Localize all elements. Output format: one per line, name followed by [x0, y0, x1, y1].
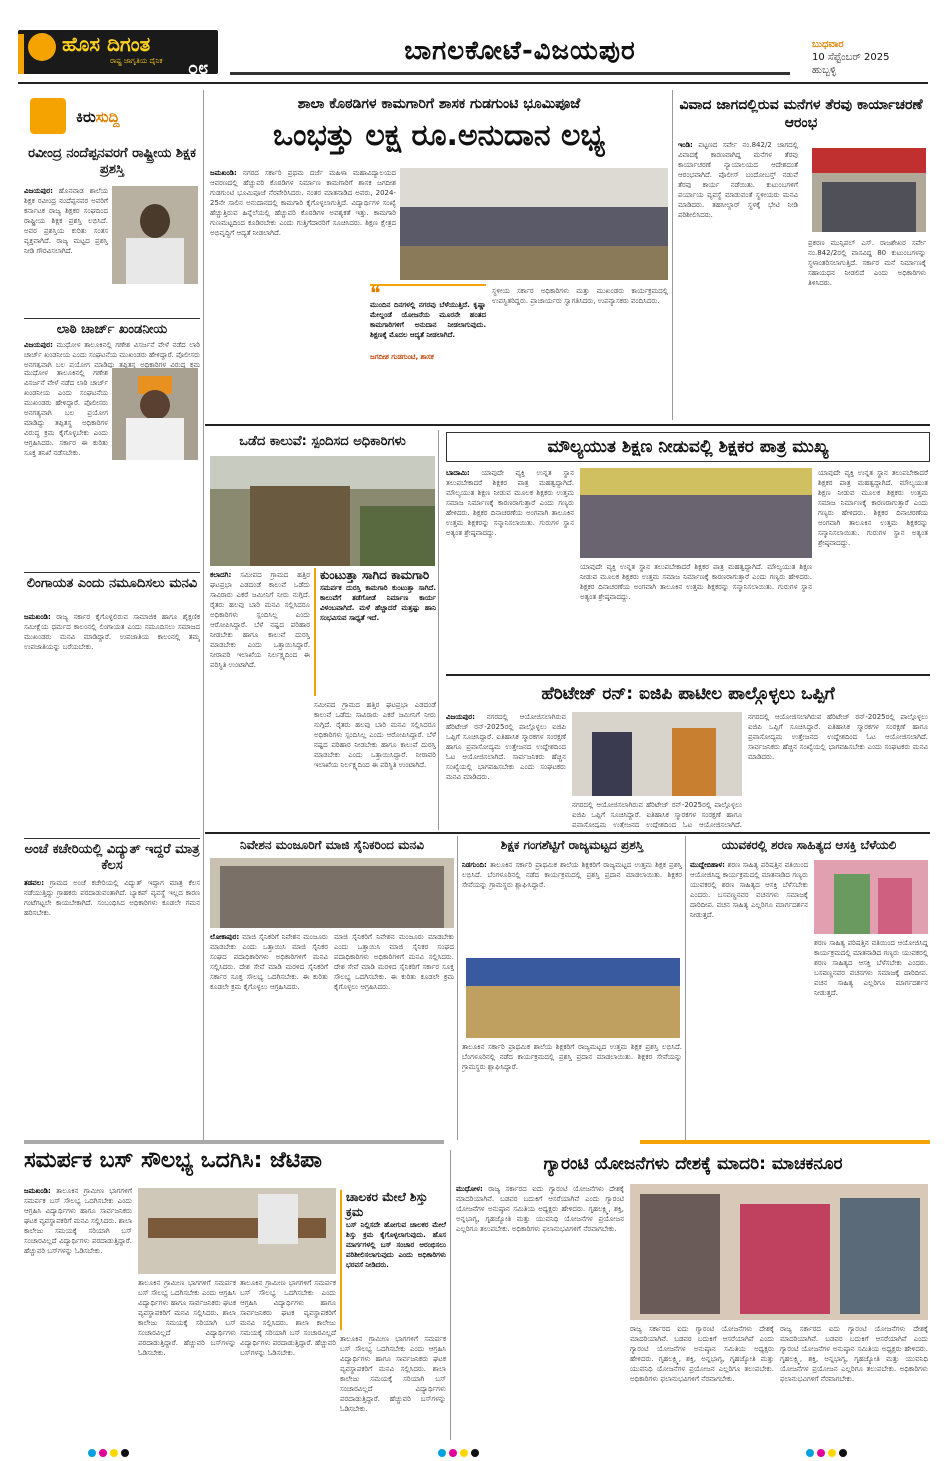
heritage-title: ಹೆರಿಟೇಜ್ ರನ್: ಐಜಿಪಿ ಪಾಟೀಲ ಪಾಲ್ಗೊಳ್ಳಲು ಒಪ್ಪಿಗೆ	[541, 684, 835, 704]
petition-photo	[210, 858, 454, 928]
lead-title: ಒಂಭತ್ತು ಲಕ್ಷ ರೂ.ಅನುದಾನ ಲಭ್ಯ	[272, 118, 606, 153]
logo-emblem-icon	[28, 33, 56, 61]
section-divider	[205, 832, 930, 834]
brief-photo	[112, 186, 198, 284]
heritage-body: ವಿಜಯಪುರ: ನಗರದಲ್ಲಿ ಆಯೋಜಿಸಲಾಗಿರುವ ಹೆರಿಟೇಜ್ ರನ್-2025ರಲ್ಲಿ ಪಾಲ್ಗೊಳ್ಳಲು ಐಜಿಪಿ ಒಪ್ಪಿಗೆ ಸೂಚಿಸಿದ್ದಾರೆ. ಐತಿಹಾಸಿಕ ಸ್ಮಾರಕಗಳ ಸಂರಕ್ಷಣೆ ಹಾಗೂ ಪ್ರವಾಸೋದ್ಯಮ ಉತ್ತೇಜನದ ಉದ್ದೇಶದಿಂದ ಓಟ ಆಯೋಜಿಸಲಾಗಿದೆ. ಸಾರ್ವಜನಿಕರು ಹೆಚ್ಚಿನ ಸಂಖ್ಯೆಯಲ್ಲಿ ಭಾಗವಹಿಸಬೇಕು ಎಂದು ಸಂಘಟಕರು ಮನವಿ ಮಾಡಿದರು.	[446, 713, 566, 781]
bus-body-2: ತಾಲೂಕಿನ ಗ್ರಾಮೀಣ ಭಾಗಗಳಿಗೆ ಸಮರ್ಪಕ ಬಸ್ ಸೌಲಭ್ಯ ಒದಗಿಸಬೇಕು ಎಂದು ಆಗ್ರಹಿಸಿ ವಿದ್ಯಾರ್ಥಿಗಳು ಹಾಗೂ ಸಾರ್ವಜನಿಕರು ಘಟಕ ವ್ಯವಸ್ಥಾಪಕರಿಗೆ ಮನವಿ ಸಲ್ಲಿಸಿದರು. ಶಾಲಾ ಕಾಲೇಜು ಸಮಯಕ್ಕೆ ಸರಿಯಾಗಿ ಬಸ್ ಸಂಚಾರವಿಲ್ಲದೆ ವಿದ್ಯಾರ್ಥಿಗಳು ಪರದಾಡುತ್ತಿದ್ದಾರೆ. ಹೆಚ್ಚುವರಿ ಬಸ್‌ಗಳನ್ನು ಓಡಿಸಬೇಕು.	[138, 1279, 236, 1357]
section-title: ಬಾಗಲಕೋಟೆ-ವಿಜಯಪುರ	[404, 36, 636, 66]
brief-title: ಲಿಂಗಾಯತ ಎಂದು ನಮೂದಿಸಲು ಮನವಿ	[24, 572, 200, 592]
registration-dots	[438, 1442, 482, 1461]
brief-body: ವಿಜಯಪುರ: ಹೊನವಾಡ ಶಾಲೆಯ ಶಿಕ್ಷಕ ರವೀಂದ್ರ ನಂದೆಪ್ಪನವರ ಅವರಿಗೆ ಕರ್ನಾಟಕ ರಾಜ್ಯ ಶಿಕ್ಷಕರ ಸಂಘದಿಂದ ರಾಷ್ಟ್ರೀಯ ಶಿಕ್ಷಕ ಪ್ರಶಸ್ತಿ ಲಭಿಸಿದೆ. ಅವರ ಪ್ರಶಸ್ತಿಯ ಕುರಿತು ಸಂತಸ ವ್ಯಕ್ತವಾಗಿದೆ. ರಾಜ್ಯ ಮಟ್ಟದ ಪ್ರಶಸ್ತಿ ನೀಡಿ ಗೌರವಿಸಲಾಗಿದೆ.	[24, 187, 108, 255]
lead-body-2: ಸ್ಥಳೀಯ ಸರ್ಕಾರ ಅಧಿಕಾರಿಗಳು ಮತ್ತು ಮುಖಂಡರು ಕಾರ್ಯಕ್ರಮದಲ್ಲಿ ಉಪಸ್ಥಿತರಿದ್ದರು. ಪ್ರಾಚಾರ್ಯರು ಸ್ವಾಗತಿಸಿದರು, ಉಪನ್ಯಾಸಕರು ವಂದಿಸಿದರು.	[492, 287, 668, 305]
brief-title: ಅಂಚೆ ಕಚೇರಿಯಲ್ಲಿ ವಿದ್ಯುತ್ ಇದ್ದರೆ ಮಾತ್ರ ಕೆಲಸ	[24, 838, 200, 874]
petition-body: ಲೋಕಾಪುರ: ಮಾಜಿ ಸೈನಿಕರಿಗೆ ನಿವೇಶನ ಮಂಜೂರು ಮಾಡಬೇಕು ಎಂದು ಒತ್ತಾಯಿಸಿ ಮಾಜಿ ಸೈನಿಕರ ಸಂಘದ ಪದಾಧಿಕಾರಿಗಳು ಅಧಿಕಾರಿಗಳಿಗೆ ಮನವಿ ಸಲ್ಲಿಸಿದರು. ದೇಶ ಸೇವೆ ಮಾಡಿ ಮರಳಿದ ಸೈನಿಕರಿಗೆ ಸರ್ಕಾರ ಸೂಕ್ತ ಸೌಲಭ್ಯ ಒದಗಿಸಬೇಕು. ಈ ಕುರಿತು ಕೂಡಲೇ ಕ್ರಮ ಕೈಗೊಳ್ಳಲು ಆಗ್ರಹಿಸಿದರು.	[210, 933, 328, 991]
award-title: ಶಿಕ್ಷಕ ಗಂಗಶೆಟ್ಟಿಗೆ ರಾಜ್ಯಮಟ್ಟದ ಪ್ರಶಸ್ತಿ	[500, 838, 644, 852]
masthead-logo: ಹೊಸ ದಿಗಂತ	[62, 32, 151, 56]
masthead-accent-bar	[18, 34, 24, 74]
bus-photo	[138, 1188, 336, 1274]
lead-body: ಜಮಖಂಡಿ: ನಗರದ ಸರ್ಕಾರಿ ಪ್ರಥಮ ದರ್ಜೆ ಮಹಿಳಾ ಮಹಾವಿದ್ಯಾಲಯದ ಆವರಣದಲ್ಲಿ ಹೆಚ್ಚುವರಿ ಕೊಠಡಿಗಳ ನಿರ್ಮಾಣ ಕಾಮಗಾರಿಗೆ ಶಾಸಕ ಜಗದೀಶ ಗುಡಗುಂಟಿ ಭೂಮಿಪೂಜೆ ನೆರವೇರಿಸಿದರು. ನಂತರ ಮಾತನಾಡಿದ ಅವರು, 2024-25ನೇ ಸಾಲಿನ ಅನುದಾನದಲ್ಲಿ ಕಾಮಗಾರಿ ಕೈಗೊಳ್ಳಲಾಗುತ್ತಿದೆ. ವಿದ್ಯಾರ್ಥಿಗಳ ಸಂಖ್ಯೆ ಹೆಚ್ಚುತ್ತಿರುವ ಹಿನ್ನೆಲೆಯಲ್ಲಿ ಹೆಚ್ಚುವರಿ ಕೊಠಡಿಗಳ ಅವಶ್ಯಕತೆ ಇತ್ತು. ಕಾಮಗಾರಿ ಗುಣಮಟ್ಟದಿಂದ ಕೂಡಿರಬೇಕು ಎಂದು ಗುತ್ತಿಗೆದಾರರಿಗೆ ಸೂಚಿಸಿದರು. ಶಿಕ್ಷಣ ಕ್ಷೇತ್ರದ ಅಭಿವೃದ್ಧಿಗೆ ಆದ್ಯತೆ ನೀಡಲಾಗಿದೆ.	[210, 169, 396, 237]
quote-attrib: ಜಗದೀಶ ಗುಡಗುಂಟಿ, ಶಾಸಕ	[370, 353, 434, 361]
kirusuddi-hand-icon	[30, 98, 66, 134]
heritage-body-2: ನಗರದಲ್ಲಿ ಆಯೋಜಿಸಲಾಗಿರುವ ಹೆರಿಟೇಜ್ ರನ್-2025ರಲ್ಲಿ ಪಾಲ್ಗೊಳ್ಳಲು ಐಜಿಪಿ ಒಪ್ಪಿಗೆ ಸೂಚಿಸಿದ್ದಾರೆ. ಐತಿಹಾಸಿಕ ಸ್ಮಾರಕಗಳ ಸಂರಕ್ಷಣೆ ಹಾಗೂ ಪ್ರವಾಸೋದ್ಯಮ ಉತ್ತೇಜನದ ಉದ್ದೇಶದಿಂದ ಓಟ ಆಯೋಜಿಸಲಾಗಿದೆ.	[572, 801, 742, 828]
city: ಹುಬ್ಬಳ್ಳಿ	[812, 65, 837, 76]
flood-body-2: ಸಮೀಪದ ಗ್ರಾಮದ ಹತ್ತಿರ ಘಟಪ್ರಭಾ ಎಡದಂಡೆ ಕಾಲುವೆ ಒಡೆದು ಸಾವಿರಾರು ಎಕರೆ ಜಮೀನಿಗೆ ನೀರು ನುಗ್ಗಿದೆ. ರೈತರು ಹಲವು ಬಾರಿ ಮನವಿ ಸಲ್ಲಿಸಿದರೂ ಅಧಿಕಾರಿಗಳು ಸ್ಪಂದಿಸಿಲ್ಲ ಎಂದು ಆರೋಪಿಸಿದ್ದಾರೆ. ಬೆಳೆ ನಷ್ಟದ ಪರಿಹಾರ ನೀಡಬೇಕು ಹಾಗೂ ಕಾಲುವೆ ದುರಸ್ತಿ ಮಾಡಬೇಕು ಎಂದು ಒತ್ತಾಯಿಸಿದ್ದಾರೆ. ನೀರಾವರಿ ಇಲಾಖೆಯ ನಿರ್ಲಕ್ಷ್ಯದಿಂದ ಈ ಪರಿಸ್ಥಿತಿ ಉಂಟಾಗಿದೆ.	[314, 701, 436, 769]
right-top-body-2: ಪ್ರಕರಣ ಮುನ್ಸಿಪಲ್ ಎಸ್. ರಾಜಶೇಖರ ಸರ್ವೇ ನಂ.842/2ರಲ್ಲಿ ವಾಸವಿದ್ದ 80 ಕುಟುಂಬಗಳನ್ನು ಸ್ಥಳಾಂತರಿಸಲಾಗುತ್ತಿದೆ. ಸರ್ಕಾರ ಮನೆ ನಿರ್ಮಾಣಕ್ಕೆ ಸಹಾಯಧನ ನೀಡಲಿದೆ ಎಂದು ಅಧಿಕಾರಿಗಳು ತಿಳಿಸಿದರು.	[808, 239, 926, 287]
literature-body: ಮುದ್ದೇಬಿಹಾಳ: ಶರಣ ಸಾಹಿತ್ಯ ಪರಿಷತ್ತಿನ ವತಿಯಿಂದ ಆಯೋಜಿಸಿದ್ದ ಕಾರ್ಯಕ್ರಮದಲ್ಲಿ ಮಾತನಾಡಿದ ಗಣ್ಯರು ಯುವಕರಲ್ಲಿ ಶರಣ ಸಾಹಿತ್ಯದ ಆಸಕ್ತಿ ಬೆಳೆಸಬೇಕು ಎಂದರು. ಬಸವಣ್ಣನವರ ವಚನಗಳು ಸಮಾಜಕ್ಕೆ ದಾರಿದೀಪ. ವಚನ ಸಾಹಿತ್ಯ ಎಲ್ಲರಿಗೂ ಮಾರ್ಗದರ್ಶನ ನೀಡುತ್ತದೆ.	[690, 861, 808, 919]
award-photo	[466, 958, 680, 1038]
guarantee-body: ಮುಧೋಳ: ರಾಜ್ಯ ಸರ್ಕಾರದ ಐದು ಗ್ಯಾರಂಟಿ ಯೋಜನೆಗಳು ದೇಶಕ್ಕೆ ಮಾದರಿಯಾಗಿವೆ. ಬಡವರ ಬದುಕಿಗೆ ಆಸರೆಯಾಗಿವೆ ಎಂದು ಗ್ಯಾರಂಟಿ ಯೋಜನೆಗಳ ಅನುಷ್ಠಾನ ಸಮಿತಿಯ ಅಧ್ಯಕ್ಷರು ಹೇಳಿದರು. ಗೃಹಲಕ್ಷ್ಮಿ, ಶಕ್ತಿ, ಅನ್ನಭಾಗ್ಯ, ಗೃಹಜ್ಯೋತಿ ಮತ್ತು ಯುವನಿಧಿ ಯೋಜನೆಗಳ ಪ್ರಯೋಜನ ಎಲ್ಲರಿಗೂ ತಲುಪಬೇಕು. ಅಧಿಕಾರಿಗಳು ಫಲಾನುಭವಿಗಳಿಗೆ ನೆರವಾಗಬೇಕು.	[456, 1185, 624, 1233]
literature-title: ಯುವಕರಲ್ಲಿ ಶರಣ ಸಾಹಿತ್ಯದ ಆಸಕ್ತಿ ಬೆಳೆಯಲಿ	[721, 838, 897, 852]
brief-body: ತಡವಲ: ಗ್ರಾಮದ ಅಂಚೆ ಕಚೇರಿಯಲ್ಲಿ ವಿದ್ಯುತ್ ಇದ್ದಾಗ ಮಾತ್ರ ಕೆಲಸ ನಡೆಯುತ್ತಿದ್ದು ಗ್ರಾಹಕರು ಪರದಾಡುವಂತಾಗಿದೆ. ಬ್ಯಾಕಪ್ ವ್ಯವಸ್ಥೆ ಇಲ್ಲದ ಕಾರಣ ಗಂಟೆಗಟ್ಟಲೇ ಕಾಯಬೇಕಾಗಿದೆ. ಸಂಬಂಧಿಸಿದ ಅಧಿಕಾರಿಗಳು ಕೂಡಲೇ ಗಮನ ಹರಿಸಬೇಕು.	[24, 879, 200, 917]
registration-dots	[88, 1442, 132, 1461]
bus-box: ಚಾಲಕರ ಮೇಲೆ ಶಿಸ್ತು ಕ್ರಮ ಬಸ್ ನಿಲ್ಲಿಸದೇ ಹೋಗುವ ಚಾಲಕರ ಮೇಲೆ ಶಿಸ್ತು ಕ್ರಮ ಕೈಗೊಳ್ಳಲಾಗುವುದು. ಹೊಸ ಮಾರ್ಗಗಳಲ್ಲಿ ಬಸ್ ಸಂಚಾರ ಆರಂಭಿಸಲು ಪರಿಶೀಲಿಸಲಾಗುವುದು ಎಂದು ಅಧಿಕಾರಿಗಳು ಭರವಸೆ ನೀಡಿದರು.	[340, 1190, 446, 1330]
bus-body: ಜಮಖಂಡಿ: ತಾಲೂಕಿನ ಗ್ರಾಮೀಣ ಭಾಗಗಳಿಗೆ ಸಮರ್ಪಕ ಬಸ್ ಸೌಲಭ್ಯ ಒದಗಿಸಬೇಕು ಎಂದು ಆಗ್ರಹಿಸಿ ವಿದ್ಯಾರ್ಥಿಗಳು ಹಾಗೂ ಸಾರ್ವಜನಿಕರು ಘಟಕ ವ್ಯವಸ್ಥಾಪಕರಿಗೆ ಮನವಿ ಸಲ್ಲಿಸಿದರು. ಶಾಲಾ ಕಾಲೇಜು ಸಮಯಕ್ಕೆ ಸರಿಯಾಗಿ ಬಸ್ ಸಂಚಾರವಿಲ್ಲದೆ ವಿದ್ಯಾರ್ಥಿಗಳು ಪರದಾಡುತ್ತಿದ್ದಾರೆ. ಹೆಚ್ಚುವರಿ ಬಸ್‌ಗಳನ್ನು ಓಡಿಸಬೇಕು.	[24, 1187, 132, 1255]
date: 10 ಸೆಪ್ಟೆಂಬರ್ 2025	[812, 52, 890, 63]
petition-title: ನಿವೇಶನ ಮಂಜೂರಿಗೆ ಮಾಜಿ ಸೈನಿಕರಿಂದ ಮನವಿ	[240, 838, 424, 852]
column-rule	[457, 836, 458, 1140]
bus-body-3: ತಾಲೂಕಿನ ಗ್ರಾಮೀಣ ಭಾಗಗಳಿಗೆ ಸಮರ್ಪಕ ಬಸ್ ಸೌಲಭ್ಯ ಒದಗಿಸಬೇಕು ಎಂದು ಆಗ್ರಹಿಸಿ ವಿದ್ಯಾರ್ಥಿಗಳು ಹಾಗೂ ಸಾರ್ವಜನಿಕರು ಘಟಕ ವ್ಯವಸ್ಥಾಪಕರಿಗೆ ಮನವಿ ಸಲ್ಲಿಸಿದರು. ಶಾಲಾ ಕಾಲೇಜು ಸಮಯಕ್ಕೆ ಸರಿಯಾಗಿ ಬಸ್ ಸಂಚಾರವಿಲ್ಲದೆ ವಿದ್ಯಾರ್ಥಿಗಳು ಪರದಾಡುತ್ತಿದ್ದಾರೆ. ಹೆಚ್ಚುವರಿ ಬಸ್‌ಗಳನ್ನು ಓಡಿಸಬೇಕು.	[240, 1279, 336, 1357]
column-rule	[672, 90, 673, 420]
column-rule	[438, 430, 439, 830]
flood-box: ಕುಂಟುತ್ತಾ ಸಾಗಿದ ಕಾಮಗಾರಿ ಸಮರ್ಪಕ ದುರಸ್ತಿ ಕಾಮಗಾರಿ ಕುಂಟುತ್ತಾ ಸಾಗಿದೆ. ಕಾಲುವೆಗೆ ತಡೆಗೋಡೆ ನಿರ್ಮಾಣ ಕಾರ್ಯ ವಿಳಂಬವಾಗಿದೆ. ಮಳೆ ಹೆಚ್ಚಾದರೆ ಮತ್ತಷ್ಟು ಹಾನಿ ಸಂಭವಿಸುವ ಸಾಧ್ಯತೆ ಇದೆ.	[314, 568, 436, 696]
teacher-body: ಬಾದಾಮಿ: ಯಾವುದೇ ವ್ಯಕ್ತಿ ಉನ್ನತ ಸ್ಥಾನ ತಲುಪಬೇಕಾದರೆ ಶಿಕ್ಷಕರ ಪಾತ್ರ ಮಹತ್ವದ್ದಾಗಿದೆ. ಮೌಲ್ಯಯುತ ಶಿಕ್ಷಣ ನೀಡುವ ಮೂಲಕ ಶಿಕ್ಷಕರು ಉತ್ತಮ ಸಮಾಜ ನಿರ್ಮಾಣಕ್ಕೆ ಕಾರಣರಾಗುತ್ತಾರೆ ಎಂದು ಗಣ್ಯರು ಹೇಳಿದರು. ಶಿಕ್ಷಕರ ದಿನಾಚರಣೆಯ ಅಂಗವಾಗಿ ತಾಲೂಕಿನ ಉತ್ತಮ ಶಿಕ್ಷಕರನ್ನು ಸನ್ಮಾನಿಸಲಾಯಿತು. ಗುರುಗಳ ಸ್ಥಾನ ಅತ್ಯಂತ ಶ್ರೇಷ್ಠವಾದದ್ದು.	[446, 469, 574, 537]
brief-body: ವಿಜಯಪುರ: ಮುಧೋಳ ತಾಲೂಕಿನಲ್ಲಿ ಗಣೇಶ ವಿಸರ್ಜನೆ ವೇಳೆ ನಡೆದ ಲಾಠಿ ಚಾರ್ಜ್ ಖಂಡನೀಯ ಎಂದು ಸಂಘಟನೆಯ ಮುಖಂಡರು ಹೇಳಿದ್ದಾರೆ. ಪೊಲೀಸರು ಅನಗತ್ಯವಾಗಿ ಬಲ ಪ್ರಯೋಗ ಮಾಡಿದ್ದು ತಪ್ಪಿತಸ್ಥ ಅಧಿಕಾರಿಗಳ ವಿರುದ್ಧ ಕ್ರಮ	[24, 341, 200, 368]
lead-kicker: ಶಾಲಾ ಕೊಠಡಿಗಳ ಕಾಮಗಾರಿಗೆ ಶಾಸಕ ಗುಡಗುಂಟಿ ಭೂಮಿಪೂಜೆ	[297, 96, 581, 112]
teacher-photo	[580, 468, 812, 558]
registration-dots	[806, 1442, 850, 1461]
right-top-body: ಇಂಡಿ: ಪಟ್ಟಣದ ಸರ್ವೇ ನಂ.842/2 ಜಾಗದಲ್ಲಿ ವಿವಾದಕ್ಕೆ ಕಾರಣವಾಗಿದ್ದ ಮನೆಗಳ ತೆರವು ಕಾರ್ಯಾಚರಣೆ ನ್ಯಾಯಾಲಯದ ಆದೇಶದಂತೆ ಆರಂಭವಾಗಿದೆ. ಪೊಲೀಸ್ ಬಂದೋಬಸ್ತ್ ನಡುವೆ ತೆರವು ಕಾರ್ಯ ನಡೆಯಿತು. ಕುಟುಂಬಗಳಿಗೆ ಪರ್ಯಾಯ ವ್ಯವಸ್ಥೆ ಮಾಡುವಂತೆ ಸ್ಥಳೀಯರು ಮನವಿ ಮಾಡಿದರು. ತಹಸೀಲ್ದಾರ್ ಸ್ಥಳಕ್ಕೆ ಭೇಟಿ ನೀಡಿ ಪರಿಶೀಲಿಸಿದರು.	[678, 141, 798, 219]
guarantee-photo	[630, 1184, 928, 1320]
flood-body: ಕಲಾದಗಿ: ಸಮೀಪದ ಗ್ರಾಮದ ಹತ್ತಿರ ಘಟಪ್ರಭಾ ಎಡದಂಡೆ ಕಾಲುವೆ ಒಡೆದು ಸಾವಿರಾರು ಎಕರೆ ಜಮೀನಿಗೆ ನೀರು ನುಗ್ಗಿದೆ. ರೈತರು ಹಲವು ಬಾರಿ ಮನವಿ ಸಲ್ಲಿಸಿದರೂ ಅಧಿಕಾರಿಗಳು ಸ್ಪಂದಿಸಿಲ್ಲ ಎಂದು ಆರೋಪಿಸಿದ್ದಾರೆ. ಬೆಳೆ ನಷ್ಟದ ಪರಿಹಾರ ನೀಡಬೇಕು ಹಾಗೂ ಕಾಲುವೆ ದುರಸ್ತಿ ಮಾಡಬೇಕು ಎಂದು ಒತ್ತಾಯಿಸಿದ್ದಾರೆ. ನೀರಾವರಿ ಇಲಾಖೆಯ ನಿರ್ಲಕ್ಷ್ಯದಿಂದ ಈ ಪರಿಸ್ಥಿತಿ ಉಂಟಾಗಿದೆ.	[210, 571, 310, 669]
right-top-title: ವಿವಾದ ಜಾಗದಲ್ಲಿರುವ ಮನೆಗಳ ತೆರವು ಕಾರ್ಯಾಚರಣೆ ಆರಂಭ	[679, 97, 923, 131]
masthead-rule	[230, 72, 790, 75]
literature-body-2: ಶರಣ ಸಾಹಿತ್ಯ ಪರಿಷತ್ತಿನ ವತಿಯಿಂದ ಆಯೋಜಿಸಿದ್ದ ಕಾರ್ಯಕ್ರಮದಲ್ಲಿ ಮಾತನಾಡಿದ ಗಣ್ಯರು ಯುವಕರಲ್ಲಿ ಶರಣ ಸಾಹಿತ್ಯದ ಆಸಕ್ತಿ ಬೆಳೆಸಬೇಕು ಎಂದರು. ಬಸವಣ್ಣನವರ ವಚನಗಳು ಸಮಾಜಕ್ಕೆ ದಾರಿದೀಪ. ವಚನ ಸಾಹಿತ್ಯ ಎಲ್ಲರಿಗೂ ಮಾರ್ಗದರ್ಶನ ನೀಡುತ್ತದೆ.	[814, 939, 928, 997]
guarantee-title: ಗ್ಯಾರಂಟಿ ಯೋಜನೆಗಳು ದೇಶಕ್ಕೆ ಮಾದರಿ: ಮಾಚಕನೂರ	[543, 1154, 843, 1174]
flood-title: ಒಡೆದ ಕಾಲುವೆ: ಸ್ಪಂದಿಸದ ಅಧಿಕಾರಿಗಳು	[239, 434, 406, 449]
page-number: ೦೮	[188, 58, 209, 79]
teacher-title: ಮೌಲ್ಯಯುತ ಶಿಕ್ಷಣ ನೀಡುವಲ್ಲಿ ಶಿಕ್ಷಕರ ಪಾತ್ರ ಮುಖ್ಯ	[547, 437, 829, 457]
dateline	[812, 38, 922, 77]
heritage-body-3: ನಗರದಲ್ಲಿ ಆಯೋಜಿಸಲಾಗಿರುವ ಹೆರಿಟೇಜ್ ರನ್-2025ರಲ್ಲಿ ಪಾಲ್ಗೊಳ್ಳಲು ಐಜಿಪಿ ಒಪ್ಪಿಗೆ ಸೂಚಿಸಿದ್ದಾರೆ. ಐತಿಹಾಸಿಕ ಸ್ಮಾರಕಗಳ ಸಂರಕ್ಷಣೆ ಹಾಗೂ ಪ್ರವಾಸೋದ್ಯಮ ಉತ್ತೇಜನದ ಉದ್ದೇಶದಿಂದ ಓಟ ಆಯೋಜಿಸಲಾಗಿದೆ. ಸಾರ್ವಜನಿಕರು ಹೆಚ್ಚಿನ ಸಂಖ್ಯೆಯಲ್ಲಿ ಭಾಗವಹಿಸಬೇಕು ಎಂದು ಸಂಘಟಕರು ಮನವಿ ಮಾಡಿದರು.	[748, 713, 928, 761]
lead-pullquote: ❝ ಮುಂದಿನ ದಿನಗಳಲ್ಲಿ ನಗರವು ಬೆಳೆಯುತ್ತಿದೆ. ಕೃಷ್ಣಾ ಮೇಲ್ದಂಡೆ ಯೋಜನೆಯ ಮೂರನೇ ಹಂತದ ಕಾಮಗಾರಿಗಳಿಗೆ ಅನುದಾನ ನೀಡಲಾಗುವುದು. ಶಿಕ್ಷಣಕ್ಕೆ ಮೊದಲ ಆದ್ಯತೆ ನೀಡಲಾಗಿದೆ. ಜಗದೀಶ ಗುಡಗುಂಟಿ, ಶಾಸಕ	[370, 284, 486, 368]
section-bar	[24, 1140, 444, 1144]
day: ಬುಧವಾರ	[812, 39, 844, 50]
kirusuddi-label: ಕಿರುಸುದ್ದಿ	[76, 108, 120, 126]
teacher-body-2: ಯಾವುದೇ ವ್ಯಕ್ತಿ ಉನ್ನತ ಸ್ಥಾನ ತಲುಪಬೇಕಾದರೆ ಶಿಕ್ಷಕರ ಪಾತ್ರ ಮಹತ್ವದ್ದಾಗಿದೆ. ಮೌಲ್ಯಯುತ ಶಿಕ್ಷಣ ನೀಡುವ ಮೂಲಕ ಶಿಕ್ಷಕರು ಉತ್ತಮ ಸಮಾಜ ನಿರ್ಮಾಣಕ್ಕೆ ಕಾರಣರಾಗುತ್ತಾರೆ ಎಂದು ಗಣ್ಯರು ಹೇಳಿದರು. ಶಿಕ್ಷಕರ ದಿನಾಚರಣೆಯ ಅಂಗವಾಗಿ ತಾಲೂಕಿನ ಉತ್ತಮ ಶಿಕ್ಷಕರನ್ನು ಸನ್ಮಾನಿಸಲಾಯಿತು. ಗುರುಗಳ ಸ್ಥಾನ ಅತ್ಯಂತ ಶ್ರೇಷ್ಠವಾದದ್ದು.	[580, 563, 812, 601]
section-divider	[205, 424, 930, 426]
brief-photo	[112, 368, 198, 460]
guarantee-body-2: ರಾಜ್ಯ ಸರ್ಕಾರದ ಐದು ಗ್ಯಾರಂಟಿ ಯೋಜನೆಗಳು ದೇಶಕ್ಕೆ ಮಾದರಿಯಾಗಿವೆ. ಬಡವರ ಬದುಕಿಗೆ ಆಸರೆಯಾಗಿವೆ ಎಂದು ಗ್ಯಾರಂಟಿ ಯೋಜನೆಗಳ ಅನುಷ್ಠಾನ ಸಮಿತಿಯ ಅಧ್ಯಕ್ಷರು ಹೇಳಿದರು. ಗೃಹಲಕ್ಷ್ಮಿ, ಶಕ್ತಿ, ಅನ್ನಭಾಗ್ಯ, ಗೃಹಜ್ಯೋತಿ ಮತ್ತು ಯುವನಿಧಿ ಯೋಜನೆಗಳ ಪ್ರಯೋಜನ ಎಲ್ಲರಿಗೂ ತಲುಪಬೇಕು. ಅಧಿಕಾರಿಗಳು ಫಲಾನುಭವಿಗಳಿಗೆ ನೆರವಾಗಬೇಕು.	[630, 1325, 774, 1383]
section-bar	[640, 1140, 930, 1144]
petition-body-2: ಮಾಜಿ ಸೈನಿಕರಿಗೆ ನಿವೇಶನ ಮಂಜೂರು ಮಾಡಬೇಕು ಎಂದು ಒತ್ತಾಯಿಸಿ ಮಾಜಿ ಸೈನಿಕರ ಸಂಘದ ಪದಾಧಿಕಾರಿಗಳು ಅಧಿಕಾರಿಗಳಿಗೆ ಮನವಿ ಸಲ್ಲಿಸಿದರು. ದೇಶ ಸೇವೆ ಮಾಡಿ ಮರಳಿದ ಸೈನಿಕರಿಗೆ ಸರ್ಕಾರ ಸೂಕ್ತ ಸೌಲಭ್ಯ ಒದಗಿಸಬೇಕು. ಈ ಕುರಿತು ಕೂಡಲೇ ಕ್ರಮ ಕೈಗೊಳ್ಳಲು ಆಗ್ರಹಿಸಿದರು.	[334, 933, 454, 991]
teacher-body-3: ಯಾವುದೇ ವ್ಯಕ್ತಿ ಉನ್ನತ ಸ್ಥಾನ ತಲುಪಬೇಕಾದರೆ ಶಿಕ್ಷಕರ ಪಾತ್ರ ಮಹತ್ವದ್ದಾಗಿದೆ. ಮೌಲ್ಯಯುತ ಶಿಕ್ಷಣ ನೀಡುವ ಮೂಲಕ ಶಿಕ್ಷಕರು ಉತ್ತಮ ಸಮಾಜ ನಿರ್ಮಾಣಕ್ಕೆ ಕಾರಣರಾಗುತ್ತಾರೆ ಎಂದು ಗಣ್ಯರು ಹೇಳಿದರು. ಶಿಕ್ಷಕರ ದಿನಾಚರಣೆಯ ಅಂಗವಾಗಿ ತಾಲೂಕಿನ ಉತ್ತಮ ಶಿಕ್ಷಕರನ್ನು ಸನ್ಮಾನಿಸಲಾಯಿತು. ಗುರುಗಳ ಸ್ಥಾನ ಅತ್ಯಂತ ಶ್ರೇಷ್ಠವಾದದ್ದು.	[818, 469, 928, 547]
bus-title: ಸಮರ್ಪಕ ಬಸ್ ಸೌಲಭ್ಯ ಒದಗಿಸಿ: ಜೆಟಿಪಾ	[24, 1148, 322, 1173]
masthead-divider	[18, 82, 928, 84]
column-rule	[450, 1150, 451, 1440]
column-rule	[203, 90, 204, 1140]
bus-body-4: ತಾಲೂಕಿನ ಗ್ರಾಮೀಣ ಭಾಗಗಳಿಗೆ ಸಮರ್ಪಕ ಬಸ್ ಸೌಲಭ್ಯ ಒದಗಿಸಬೇಕು ಎಂದು ಆಗ್ರಹಿಸಿ ವಿದ್ಯಾರ್ಥಿಗಳು ಹಾಗೂ ಸಾರ್ವಜನಿಕರು ಘಟಕ ವ್ಯವಸ್ಥಾಪಕರಿಗೆ ಮನವಿ ಸಲ್ಲಿಸಿದರು. ಶಾಲಾ ಕಾಲೇಜು ಸಮಯಕ್ಕೆ ಸರಿಯಾಗಿ ಬಸ್ ಸಂಚಾರವಿಲ್ಲದೆ ವಿದ್ಯಾರ್ಥಿಗಳು ಪರದಾಡುತ್ತಿದ್ದಾರೆ. ಹೆಚ್ಚುವರಿ ಬಸ್‌ಗಳನ್ನು ಓಡಿಸಬೇಕು.	[340, 1335, 446, 1413]
award-body-2: ತಾಲೂಕಿನ ಸರ್ಕಾರಿ ಪ್ರಾಥಮಿಕ ಶಾಲೆಯ ಶಿಕ್ಷಕರಿಗೆ ರಾಜ್ಯಮಟ್ಟದ ಉತ್ತಮ ಶಿಕ್ಷಕ ಪ್ರಶಸ್ತಿ ಲಭಿಸಿದೆ. ಬೆಂಗಳೂರಿನಲ್ಲಿ ನಡೆದ ಕಾರ್ಯಕ್ರಮದಲ್ಲಿ ಪ್ರಶಸ್ತಿ ಪ್ರದಾನ ಮಾಡಲಾಯಿತು. ಶಿಕ್ಷಕರ ಸೇವೆಯನ್ನು ಗ್ರಾಮಸ್ಥರು ಶ್ಲಾಘಿಸಿದ್ದಾರೆ.	[462, 1043, 682, 1071]
guarantee-body-3: ರಾಜ್ಯ ಸರ್ಕಾರದ ಐದು ಗ್ಯಾರಂಟಿ ಯೋಜನೆಗಳು ದೇಶಕ್ಕೆ ಮಾದರಿಯಾಗಿವೆ. ಬಡವರ ಬದುಕಿಗೆ ಆಸರೆಯಾಗಿವೆ ಎಂದು ಗ್ಯಾರಂಟಿ ಯೋಜನೆಗಳ ಅನುಷ್ಠಾನ ಸಮಿತಿಯ ಅಧ್ಯಕ್ಷರು ಹೇಳಿದರು. ಗೃಹಲಕ್ಷ್ಮಿ, ಶಕ್ತಿ, ಅನ್ನಭಾಗ್ಯ, ಗೃಹಜ್ಯೋತಿ ಮತ್ತು ಯುವನಿಧಿ ಯೋಜನೆಗಳ ಪ್ರಯೋಜನ ಎಲ್ಲರಿಗೂ ತಲುಪಬೇಕು. ಅಧಿಕಾರಿಗಳು ಫಲಾನುಭವಿಗಳಿಗೆ ನೆರವಾಗಬೇಕು.	[780, 1325, 928, 1383]
brief-body-cont: ಮುಧೋಳ ತಾಲೂಕಿನಲ್ಲಿ ಗಣೇಶ ವಿಸರ್ಜನೆ ವೇಳೆ ನಡೆದ ಲಾಠಿ ಚಾರ್ಜ್ ಖಂಡನೀಯ ಎಂದು ಸಂಘಟನೆಯ ಮುಖಂಡರು ಹೇಳಿದ್ದಾರೆ. ಪೊಲೀಸರು ಅನಗತ್ಯವಾಗಿ ಬಲ ಪ್ರಯೋಗ ಮಾಡಿದ್ದು ತಪ್ಪಿತಸ್ಥ ಅಧಿಕಾರಿಗಳ ವಿರುದ್ಧ ಕ್ರಮ ಕೈಗೊಳ್ಳಬೇಕು ಎಂದು ಆಗ್ರಹಿಸಿದರು. ಸರ್ಕಾರ ಈ ಕುರಿತು ಸೂಕ್ತ ತನಿಖೆ ನಡೆಸಬೇಕು.	[24, 369, 108, 457]
flood-photo	[210, 456, 435, 566]
brief-title: ಲಾಠಿ ಚಾರ್ಜ್ ಖಂಡನೀಯ	[24, 318, 200, 338]
masthead-logo-sub: ರಾಷ್ಟ್ರ ಜಾಗೃತಿಯ ದೈನಿಕ	[110, 57, 163, 65]
right-top-photo	[812, 148, 926, 232]
section-divider	[446, 674, 930, 676]
brief-body: ಜಮಖಂಡಿ: ರಾಜ್ಯ ಸರ್ಕಾರ ಕೈಗೊಳ್ಳಲಿರುವ ಸಾಮಾಜಿಕ ಹಾಗೂ ಶೈಕ್ಷಣಿಕ ಸಮೀಕ್ಷೆಯ ಧರ್ಮದ ಕಾಲಂನಲ್ಲಿ ಲಿಂಗಾಯತ ಎಂದು ನಮೂದಿಸಲು ಸಮಾಜದ ಮುಖಂಡರು ಮನವಿ ಮಾಡಿದ್ದಾರೆ. ಉಪಜಾತಿಯ ಕಾಲಂನಲ್ಲಿ ತಮ್ಮ ಉಪಜಾತಿಯನ್ನು ಬರೆಯಬೇಕು.	[24, 613, 200, 651]
heritage-photo	[572, 712, 742, 796]
brief-title: ರವೀಂದ್ರ ನಂದೆಪ್ಪನವರಗೆ ರಾಷ್ಟ್ರೀಯ ಶಿಕ್ಷಕ ಪ್ರಶಸ್ತಿ	[28, 146, 196, 177]
column-rule	[685, 836, 686, 1140]
award-body: ನಿಡಗುಂದಿ: ತಾಲೂಕಿನ ಸರ್ಕಾರಿ ಪ್ರಾಥಮಿಕ ಶಾಲೆಯ ಶಿಕ್ಷಕರಿಗೆ ರಾಜ್ಯಮಟ್ಟದ ಉತ್ತಮ ಶಿಕ್ಷಕ ಪ್ರಶಸ್ತಿ ಲಭಿಸಿದೆ. ಬೆಂಗಳೂರಿನಲ್ಲಿ ನಡೆದ ಕಾರ್ಯಕ್ರಮದಲ್ಲಿ ಪ್ರಶಸ್ತಿ ಪ್ರದಾನ ಮಾಡಲಾಯಿತು. ಶಿಕ್ಷಕರ ಸೇವೆಯನ್ನು ಗ್ರಾಮಸ್ಥರು ಶ್ಲಾಘಿಸಿದ್ದಾರೆ.	[462, 861, 682, 889]
quote-icon: ❝	[370, 281, 381, 305]
lead-photo	[400, 168, 668, 280]
literature-photo	[814, 860, 928, 934]
